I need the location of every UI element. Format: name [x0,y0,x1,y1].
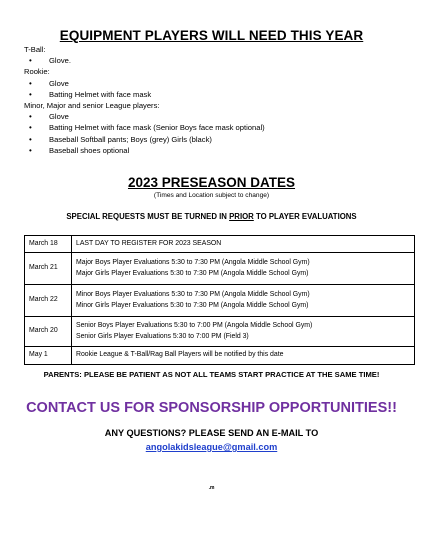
sponsorship-heading: CONTACT US FOR SPONSORSHIP OPPORTUNITIES!! [26,400,397,416]
row-date: March 20 [25,317,72,347]
table-row [25,317,415,347]
table-row [25,236,415,253]
footer-mark: .m [208,485,215,491]
row-line: Minor Boys Player Evaluations 5:30 to 7:30 PM (Angola Middle School Gym) [76,291,310,298]
row-details [72,253,415,285]
table-row [25,347,415,365]
row-line: Major Girls Player Evaluations 5:30 to 7:30 PM (Angola Middle School Gym) [76,269,309,277]
list-item: • Glove [24,111,265,122]
special-text-prior: PRIOR [229,212,254,221]
list-item: • Baseball Softball pants; Boys (grey) Girls (black) [24,134,265,145]
table-row [25,285,415,317]
row-line: Minor Girls Player Evaluations 5:30 to 7:30 PM (Angola Middle School Gym) [76,301,309,309]
minor-heading: Minor, Major and senior League players: [24,101,160,111]
email-link[interactable]: angolakidsleague@gmail.com [145,442,278,452]
tball-heading: T-Ball: [24,45,46,54]
table-row [25,253,415,285]
list-item: • Batting Helmet with face mask [24,89,265,100]
equipment-list [24,44,265,156]
rookie-heading: Rookie: [24,67,50,77]
row-date: May 1 [25,347,72,365]
list-item: • Baseball shoes optional [24,145,265,156]
row-date: March 21 [25,253,72,285]
row-details [72,285,415,317]
special-requests-note [0,212,423,221]
special-text-after: TO PLAYER EVALUATIONS [253,212,357,221]
row-details [72,317,415,347]
row-line: Major Boys Player Evaluations 5:30 to 7:30 PM (Angola Middle School Gym) [76,259,310,266]
questions-text: ANY QUESTIONS? PLEASE SEND AN E-MAIL TO [104,428,319,438]
parents-note: PARENTS: PLEASE BE PATIENT AS NOT ALL TEAMS START PRACTICE AT THE SAME TIME! [43,370,380,379]
list-item: • Glove [24,78,265,89]
row-line: Senior Girls Player Evaluations 5:30 to 7:00 PM (Field 3) [76,332,249,340]
row-date: March 22 [25,285,72,317]
row-details [72,236,415,253]
row-date: March 18 [25,236,72,253]
row-line: Senior Boys Player Evaluations 5:30 to 7:00 PM (Angola Middle School Gym) [76,322,313,329]
equipment-title: EQUIPMENT PLAYERS WILL NEED THIS YEAR [59,28,364,43]
list-item: • Glove. [24,55,265,66]
row-details [72,347,415,365]
special-text-before: SPECIAL REQUESTS MUST BE TURNED IN [66,212,230,221]
list-item: • Batting Helmet with face mask (Senior Boys face mask optional) [24,122,265,133]
row-line: Rookie League & T-Ball/Rag Ball Players will be notified by this date [76,351,284,359]
row-line: LAST DAY TO REGISTER FOR 2023 SEASON [76,239,222,247]
preseason-title: 2023 PRESEASON DATES [127,175,296,190]
preseason-subtitle: (Times and Location subject to change) [153,192,270,199]
preseason-schedule-table [24,235,415,365]
